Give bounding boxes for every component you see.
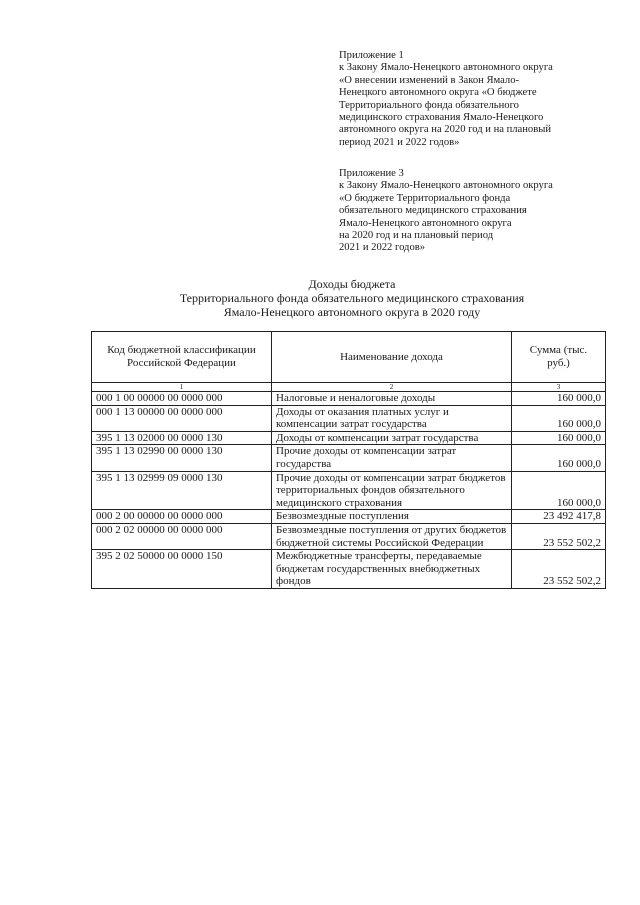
budget-income-table bbox=[91, 331, 606, 589]
row-sum: 160 000,0 bbox=[512, 431, 606, 445]
column-number: 1 bbox=[92, 383, 272, 392]
row-name: Прочие доходы от компенсации затрат бюджетов территориальных фондов обязательного медицинского страхования bbox=[272, 471, 512, 510]
row-name: Налоговые и неналоговые доходы bbox=[272, 392, 512, 406]
row-code: 000 2 02 00000 00 0000 000 bbox=[92, 523, 272, 549]
title-line-1: Доходы бюджета bbox=[308, 277, 396, 291]
title-line-2: Территориального фонда обязательного медицинского страхования bbox=[179, 291, 525, 305]
appendix-1-line: «О внесении изменений в Закон Ямало- bbox=[339, 74, 520, 86]
row-code: 395 1 13 02000 00 0000 130 bbox=[92, 431, 272, 445]
column-number: 2 bbox=[272, 383, 512, 392]
table-header-row bbox=[92, 332, 606, 383]
appendix-1-line: автономного округа на 2020 год и на плановый bbox=[339, 124, 551, 136]
row-name: Доходы от оказания платных услуг и компенсации затрат государства bbox=[272, 405, 512, 431]
row-name: Безвозмездные поступления bbox=[272, 510, 512, 524]
row-name: Доходы от компенсации затрат государства bbox=[272, 431, 512, 445]
table-row bbox=[92, 471, 606, 510]
row-sum: 160 000,0 bbox=[512, 405, 606, 431]
row-sum: 160 000,0 bbox=[512, 445, 606, 471]
row-code: 000 1 13 00000 00 0000 000 bbox=[92, 405, 272, 431]
appendix-1-line: к Закону Ямало-Ненецкого автономного округа bbox=[339, 62, 553, 74]
row-sum: 23 492 417,8 bbox=[512, 510, 606, 524]
row-sum: 160 000,0 bbox=[512, 392, 606, 406]
appendix-1-block bbox=[339, 50, 629, 149]
table-row bbox=[92, 445, 606, 471]
row-code: 395 1 13 02999 09 0000 130 bbox=[92, 471, 272, 510]
table-row bbox=[92, 550, 606, 589]
row-name: Безвозмездные поступления от других бюджетов бюджетной системы Российской Федерации bbox=[272, 523, 512, 549]
table-row bbox=[92, 405, 606, 431]
document-title bbox=[92, 277, 612, 319]
appendix-3-block bbox=[339, 168, 629, 255]
appendix-1-line: Приложение 1 bbox=[339, 50, 404, 61]
table-row bbox=[92, 431, 606, 445]
row-sum: 23 552 502,2 bbox=[512, 523, 606, 549]
appendix-1-line: Ненецкого автономного округа «О бюджете bbox=[339, 87, 537, 99]
header-sum: Сумма (тыс. руб.) bbox=[512, 332, 606, 383]
table-row bbox=[92, 392, 606, 406]
appendix-3-line: 2021 и 2022 годов» bbox=[339, 242, 426, 254]
appendix-3-line: «О бюджете Территориального фонда bbox=[339, 192, 511, 204]
appendix-1-line: Территориального фонда обязательного bbox=[339, 99, 519, 111]
row-code: 395 1 13 02990 00 0000 130 bbox=[92, 445, 272, 471]
row-code: 395 2 02 50000 00 0000 150 bbox=[92, 550, 272, 589]
header-code: Код бюджетной классификации Российской Федерации bbox=[92, 332, 272, 383]
row-name: Прочие доходы от компенсации затрат государства bbox=[272, 445, 512, 471]
row-name: Межбюджетные трансферты, передаваемые бюджетам государственных внебюджетных фондов bbox=[272, 550, 512, 589]
row-code: 000 2 00 00000 00 0000 000 bbox=[92, 510, 272, 524]
appendix-3-line: Ямало-Ненецкого автономного округа bbox=[339, 217, 512, 229]
appendix-1-line: медицинского страхования Ямало-Ненецкого bbox=[339, 112, 544, 124]
column-number-row bbox=[92, 383, 606, 392]
appendix-3-line: на 2020 год и на плановый период bbox=[339, 230, 494, 242]
row-code: 000 1 00 00000 00 0000 000 bbox=[92, 392, 272, 406]
column-number: 3 bbox=[512, 383, 606, 392]
appendix-3-line: обязательного медицинского страхования bbox=[339, 205, 527, 217]
row-sum: 160 000,0 bbox=[512, 471, 606, 510]
table-row bbox=[92, 523, 606, 549]
title-line-3: Ямало-Ненецкого автономного округа в 2020 году bbox=[223, 305, 481, 319]
header-name: Наименование дохода bbox=[272, 332, 512, 383]
appendix-1-line: период 2021 и 2022 годов» bbox=[339, 136, 460, 148]
table-row bbox=[92, 510, 606, 524]
appendix-3-line: Приложение 3 bbox=[339, 168, 404, 179]
appendix-3-line: к Закону Ямало-Ненецкого автономного округа bbox=[339, 180, 553, 192]
row-sum: 23 552 502,2 bbox=[512, 550, 606, 589]
